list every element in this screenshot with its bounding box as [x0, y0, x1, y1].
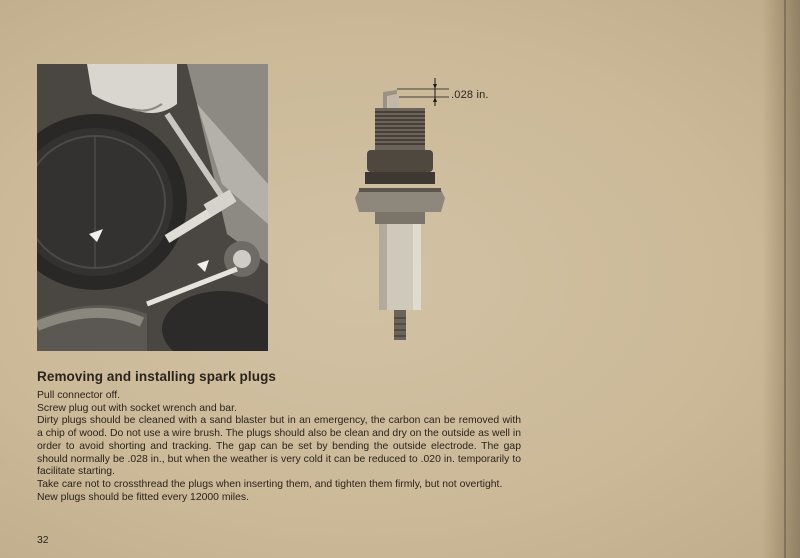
spark-plug-illustration [345, 70, 515, 360]
gap-measurement-label: .028 in. [451, 89, 489, 101]
engine-photo [37, 64, 268, 351]
instruction-paragraph: Pull connector off. [37, 390, 120, 401]
instruction-paragraph: Screw plug out with socket wrench and bar. [37, 402, 237, 414]
instruction-paragraph: Take care not to crossthread the plugs when inserting them, and tighten them firmly, but not overtight. [37, 478, 503, 490]
page-edge-shadow [762, 0, 800, 558]
section-title: Removing and installing spark plugs [37, 369, 277, 384]
instruction-paragraph: Dirty plugs should be cleaned with a sand blaster but in an emergency, the carbon can be removed with a chip of wood. Do not use a wire brush. The plugs should also be clean and dry on the outside as well in order to avoid shorting and tracking. The gap can be set by bending the outside electrode. The gap should normally be .028 in., but when the weather is very cold it can be reduced to .020 in. temporarily to facilitate starting. [37, 415, 521, 478]
instruction-paragraph: New plugs should be fitted every 12000 miles. [37, 491, 249, 503]
page-number: 32 [37, 535, 49, 546]
instructions-text [37, 390, 521, 504]
page-edge-line [784, 0, 786, 558]
